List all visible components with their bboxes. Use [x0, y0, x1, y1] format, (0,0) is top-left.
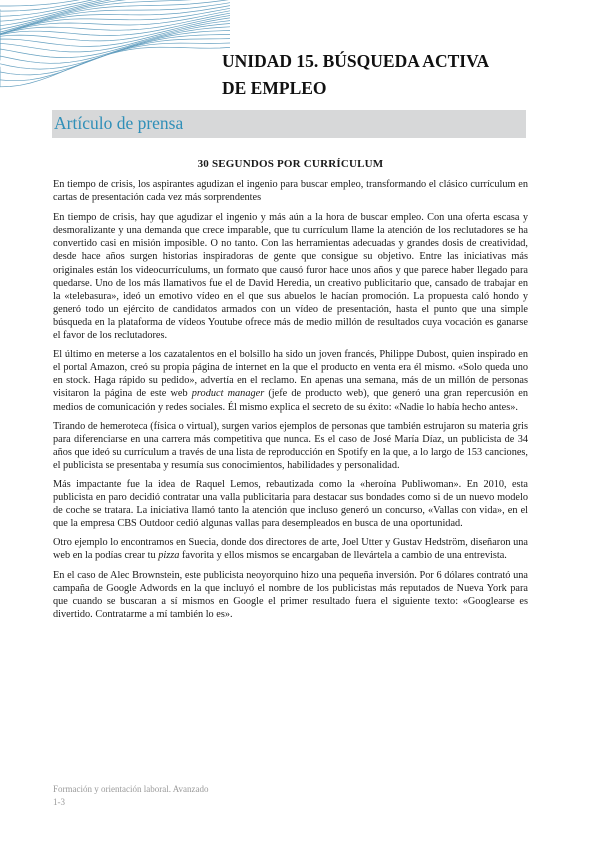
paragraph-5-text-b: favorita y ellos mismos se encargaban de llevártela a cambio de una entrevista. [179, 550, 507, 562]
article [53, 158, 528, 627]
article-paragraph-3: Tirando de hemeroteca (física o virtual), surgen varios ejemplos de personas que también estrujaron su materia gris para diferenciarse en una carrera más competitiva que nunca. Es el caso de José María Díaz, un publicista de 34 años que ideó su currículum a través de una lista de reproducción en Spotify en la que, a lo largo de 153 canciones, el publicista se presentaba y resumía sus conocimientos, habilidades y personalidad. [53, 420, 528, 471]
wave-line [0, 0, 230, 32]
footer-page-number: 1-3 [53, 797, 65, 807]
article-paragraph-5 [53, 536, 528, 562]
paragraph-5-text-a: Otro ejemplo lo encontramos en Suecia, donde dos directores de arte, Joel Utter y Gustav Hedström, diseñaron una web en la podías crear tu [53, 537, 528, 562]
unit-title-line2: DE EMPLEO [222, 78, 327, 98]
header-wave-decoration [0, 0, 230, 90]
article-paragraph-2 [53, 348, 528, 413]
unit-title [222, 48, 562, 102]
wave-line [0, 0, 230, 16]
wave-line [0, 0, 230, 11]
article-paragraph-6: En el caso de Alec Brownstein, este publicista neoyorquino hizo una pequeña inversión. Por 6 dólares contrató una campaña de Google Adwords en la que incluyó el nombre de los publicistas más reputados de Nueva York para que cuando se buscaran a sí mismos en Google el primer resultado fuera el siguiente texto: «Googlearse es divertido. Contratarme a mí también lo es». [53, 569, 528, 620]
section-banner-label: Artículo de prensa [54, 113, 184, 133]
wave-line [0, 8, 230, 35]
wave-line [0, 3, 230, 34]
paragraph-2-text-a: El último en meterse a los cazatalentos en el bolsillo ha sido un joven francés, Philippe Dubost, quien inspirado en el portal Amazon, creó su propia página de internet en la que el producto en venta era él mismo. «Solo queda uno en stock. Haga rápido su pedido», advertía en el reclamo. En apenas una semana, más de un millón de personas visitaron la página de este web [53, 349, 528, 400]
paragraph-2-emphasis: product manager [191, 388, 265, 400]
footer-course: Formación y orientación laboral. Avanzado [53, 784, 209, 794]
page-footer [53, 783, 209, 809]
wave-line [0, 34, 230, 69]
wave-line [0, 47, 230, 87]
paragraph-5-emphasis: pizza [158, 550, 180, 562]
unit-title-line1: UNIDAD 15. BÚSQUEDA ACTIVA [222, 51, 490, 71]
article-title: 30 SEGUNDOS POR CURRÍCULUM [197, 158, 384, 170]
article-paragraph-1: En tiempo de crisis, hay que agudizar el ingenio y más aún a la hora de buscar empleo. Con una oferta escasa y desmoralizante y una demanda que crece imparable, que tu currículum llame la atención de los reclutadores se ha convertido casi en misión imposible. O no tanto. Con las herramientas adecuadas y grandes dosis de creatividad, desde hace años surgen historias inspiradoras de gente que consigue su objetivo. Entre las iniciativas más originales están los videocurrículums, un formato que causó furor hace unos años y que parece haber llegado para quedarse. Uno de los más llamativos fue el de David Heredia, un creativo publicitario que, cansado de trabajar en la «telebasura», ideó un emotivo vídeo en el que sus abuelos le hacían promoción. La propuesta caló hondo y generó todo un ejército de candidatos armados con un vídeo de presentación, hasta el punto que una simple búsqueda en la plataforma de vídeos Youtube ofrece más de medio millón de resultados cuya vocación es ganarse el favor de los reclutadores. [53, 212, 528, 342]
paragraph-2-text-b: (jefe de producto web), que generó una gran repercusión en medios de comunicación y redes sociales. Él mismo explica el secreto de su éxito: «Nadie lo había hecho antes». [53, 388, 528, 413]
section-banner [52, 110, 526, 138]
article-paragraph-4: Más impactante fue la idea de Raquel Lemos, rebautizada como la «heroína Publiwoman». En 2010, esta publicista en paro decidió contratar una valla publicitaria para destacar sus bondades como si de un nuevo modelo de coche se tratara. La iniciativa llamó tanto la atención que incluso generó un concurso, «Vallas con vida», en el que la empresa CBS Outdoor cedió algunas vallas para desempleados en busca de una oportunidad. [53, 478, 528, 530]
article-lead: En tiempo de crisis, los aspirantes agudizan el ingenio para buscar empleo, transformando el clásico currículum en cartas de presentación cada vez más sorprendentes [53, 179, 528, 204]
